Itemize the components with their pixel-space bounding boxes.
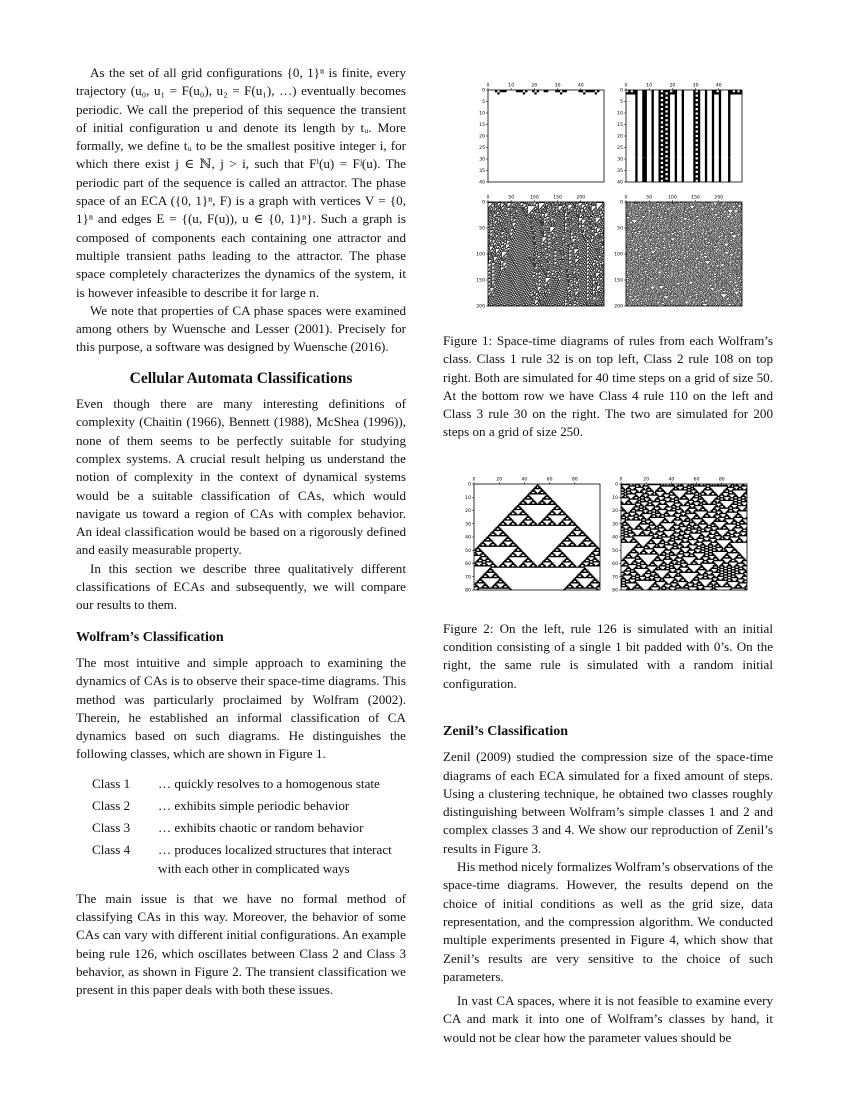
x-tick-label: 200 [576, 195, 586, 201]
paragraph-three-classifications: In this section we describe three qualitatively different classifications of ECAs and subsequently, we will compare our results to them. [76, 560, 406, 613]
plot-background [488, 90, 604, 182]
y-tick-label: 40 [465, 535, 471, 541]
y-tick-label: 30 [479, 157, 485, 163]
y-tick-label: 40 [479, 180, 485, 186]
x-tick-label: 50 [646, 195, 653, 201]
y-tick-label: 80 [612, 588, 618, 592]
y-tick-label: 30 [612, 522, 618, 528]
left-column [76, 64, 406, 999]
x-tick-label: 20 [531, 83, 538, 89]
y-tick-label: 20 [465, 508, 471, 514]
x-tick-label: 0 [486, 195, 490, 201]
y-tick-label: 0 [620, 200, 623, 206]
y-tick-label: 30 [465, 522, 471, 528]
y-tick-label: 20 [479, 134, 485, 140]
paragraph-wuensche: We note that properties of CA phase spaces were examined among others by Wuensche and Lesser (2001). Precisely for this purpose, a software was designed by Wuensche (2016). [76, 302, 406, 355]
plot-rule-126-single [465, 476, 600, 592]
y-tick-label: 70 [465, 575, 471, 581]
paragraph-phase-space: As the set of all grid configurations {0, 1}ⁿ is finite, every trajectory (u₀, u₁ = F(u₀), u₂ = F(u₁), …) eventually becomes periodic. We call the preperiod of this sequence the transient of initial configuration u and denote its length by tᵤ. More formally, we define tᵤ to be the smallest positive integer i, for which there exist j ∈ ℕ, j > i, such that Fⁱ(u) = Fʲ(u). The periodic part of the sequence is called an attractor. The phase space of an ECA ({0, 1}ⁿ, F) is a graph with vertices V = {0, 1}ⁿ and edges E = {(u, F(u)), u ∈ {0, 1}ⁿ}. Such a graph is composed of components each containing one attractor and multiple transient paths leading to the attractor. The phase space completely characterizes the dynamics of the system, it is however infeasible to describe it for large n. [76, 65, 406, 300]
x-tick-label: 100 [530, 195, 539, 201]
x-tick-label: 20 [496, 477, 503, 483]
figure-2 [443, 472, 773, 592]
x-tick-label: 40 [521, 477, 528, 483]
y-tick-label: 0 [615, 482, 618, 488]
y-tick-label: 15 [617, 123, 623, 129]
paragraph-main-issue: The main issue is that we have no formal method of classifying CAs in this way. Moreover, the behavior of some CAs can vary with different initial configurations. An example being rule 126, which oscillates between Class 2 and Class 3 behavior, as shown in Figure 2. The transient classification we present in this paper deals with both these issues. [76, 890, 406, 998]
class-name: Class 2 [92, 797, 131, 813]
y-tick-label: 150 [614, 278, 623, 284]
figure-2-plots [443, 472, 773, 592]
y-tick-label: 60 [465, 561, 471, 567]
class-description: … exhibits chaotic or random behavior [158, 819, 364, 835]
plot-rule-126-random [612, 476, 747, 592]
class-item [92, 796, 406, 815]
paragraph-wolfram-intro: The most intuitive and simple approach to examining the dynamics of CAs is to observe their space-time diagrams. This method was particularly proclaimed by Wolfram (2002). Therein, he established an informal classification of CA dynamics based on such diagrams. He distinguishes the following classes, which are shown in Figure 1. [76, 654, 406, 762]
x-tick-label: 30 [692, 83, 699, 89]
class-name: Class 4 [92, 841, 131, 857]
y-tick-label: 20 [617, 134, 623, 140]
y-tick-label: 35 [479, 169, 485, 175]
x-tick-label: 100 [668, 195, 677, 201]
y-tick-label: 70 [612, 575, 618, 581]
y-tick-label: 0 [468, 482, 471, 488]
x-tick-label: 0 [486, 83, 490, 89]
section-title-ca-classifications: Cellular Automata Classifications [129, 369, 353, 387]
class-name: Class 3 [92, 819, 131, 835]
right-column [443, 64, 773, 1047]
y-tick-label: 5 [620, 100, 623, 106]
y-tick-label: 60 [612, 561, 618, 567]
class-description: … exhibits simple periodic behavior [158, 797, 350, 813]
class-item [92, 774, 406, 793]
class-item [92, 818, 406, 837]
paragraph-complexity: Even though there are many interesting definitions of complexity (Chaitin (1966), Bennett (1988), McShea (1996)), none of them seems to be perfectly suitable for studying complex systems. A crucial result helping us understand the notion of complexity in the context of dynamical systems would be a suitable classification of CAs, which would navigate us toward a region of CAs with complex behavior. An ideal classification would be based on a rigorously defined and easily measurable property. [76, 396, 406, 558]
x-tick-label: 150 [553, 195, 562, 201]
wolfram-class-list [76, 774, 406, 878]
x-tick-label: 10 [646, 83, 653, 89]
y-tick-label: 50 [617, 226, 623, 232]
figure-1-caption: Figure 1: Space-time diagrams of rules from each Wolfram’s class. Class 1 rule 32 is on top left, Class 2 rule 108 on top right. Both are simulated for 40 time steps on a grid of size 50. At the bottom row we have Class 4 rule 110 on the left and Class 3 rule 30 on the right. The two are simulated for 200 steps on a grid of size 250. [443, 333, 773, 440]
y-tick-label: 50 [612, 548, 618, 554]
x-tick-label: 20 [669, 83, 676, 89]
x-tick-label: 80 [571, 477, 578, 483]
x-tick-label: 10 [508, 83, 515, 89]
y-tick-label: 25 [479, 146, 485, 152]
y-tick-label: 80 [465, 588, 471, 592]
subsection-title-zenil: Zenil’s Classification [443, 723, 569, 739]
y-tick-label: 35 [617, 169, 623, 175]
x-tick-label: 60 [546, 477, 553, 483]
x-tick-label: 200 [714, 195, 724, 201]
x-tick-label: 80 [718, 477, 725, 483]
y-tick-label: 100 [476, 252, 485, 258]
y-tick-label: 40 [612, 535, 618, 541]
y-tick-label: 15 [479, 123, 485, 129]
figure-2-caption: Figure 2: On the left, rule 126 is simulated with an initial condition consisting of a single 1 bit padded with 0’s. On the right, the same rule is simulated with a random initial configuration. [443, 620, 773, 691]
y-tick-label: 50 [479, 226, 485, 232]
x-tick-label: 40 [715, 83, 722, 89]
y-tick-label: 20 [612, 508, 618, 514]
figure-1-plots [443, 78, 773, 308]
class-item [92, 840, 406, 878]
y-tick-label: 100 [614, 252, 623, 258]
y-tick-label: 150 [476, 278, 485, 284]
y-tick-label: 5 [482, 100, 485, 106]
y-tick-label: 200 [614, 304, 623, 308]
plot-rule-108 [617, 83, 742, 186]
x-tick-label: 0 [624, 83, 628, 89]
y-tick-label: 0 [620, 88, 623, 94]
x-tick-label: 20 [643, 477, 650, 483]
class-name: Class 1 [92, 775, 131, 791]
class-description: … produces localized structures that interact with each other in complicated ways [158, 841, 392, 876]
plot-rule-30 [614, 195, 742, 309]
y-tick-label: 0 [482, 200, 485, 206]
y-tick-label: 10 [465, 495, 471, 501]
y-tick-label: 10 [617, 111, 623, 117]
x-tick-label: 60 [693, 477, 700, 483]
figure-1 [443, 78, 773, 308]
paragraph-zenil-method: His method nicely formalizes Wolfram’s observations of the space-time diagrams. However, the results depend on the choice of initial conditions as well as the grid size, data representation, and the compression algorithm. We conducted multiple experiments presented in Figure 4, which show that Zenil’s results are very sensitive to the choice of such parameters. [443, 859, 773, 984]
x-tick-label: 50 [508, 195, 515, 201]
y-tick-label: 10 [479, 111, 485, 117]
subsection-title-wolfram: Wolfram’s Classification [76, 629, 224, 645]
x-tick-label: 0 [472, 477, 476, 483]
x-tick-label: 30 [554, 83, 561, 89]
y-tick-label: 50 [465, 548, 471, 554]
x-tick-label: 150 [691, 195, 700, 201]
y-tick-label: 30 [617, 157, 623, 163]
paragraph-zenil: Zenil (2009) studied the compression size of the space-time diagrams of each ECA simulated for a fixed amount of steps. Using a clustering technique, he obtained two classes roughly distinguishing between Wolfram’s simple classes 1 and 2 and complex classes 3 and 4. We show our reproduction of Zenil’s results in Figure 3. [443, 749, 773, 856]
x-tick-label: 0 [624, 195, 628, 201]
y-tick-label: 10 [612, 495, 618, 501]
x-tick-label: 40 [668, 477, 675, 483]
x-tick-label: 0 [619, 477, 623, 483]
y-tick-label: 0 [482, 88, 485, 94]
y-tick-label: 40 [617, 180, 623, 186]
x-tick-label: 40 [577, 83, 584, 89]
y-tick-label: 25 [617, 146, 623, 152]
y-tick-label: 200 [476, 304, 485, 308]
class-description: … quickly resolves to a homogenous state [158, 775, 380, 791]
paragraph-vast-ca-spaces: In vast CA spaces, where it is not feasible to examine every CA and mark it into one of Wolfram’s classes by hand, it would not be clear how the parameter values should be [443, 993, 773, 1045]
plot-rule-32 [479, 83, 604, 186]
plot-rule-110 [476, 195, 604, 309]
